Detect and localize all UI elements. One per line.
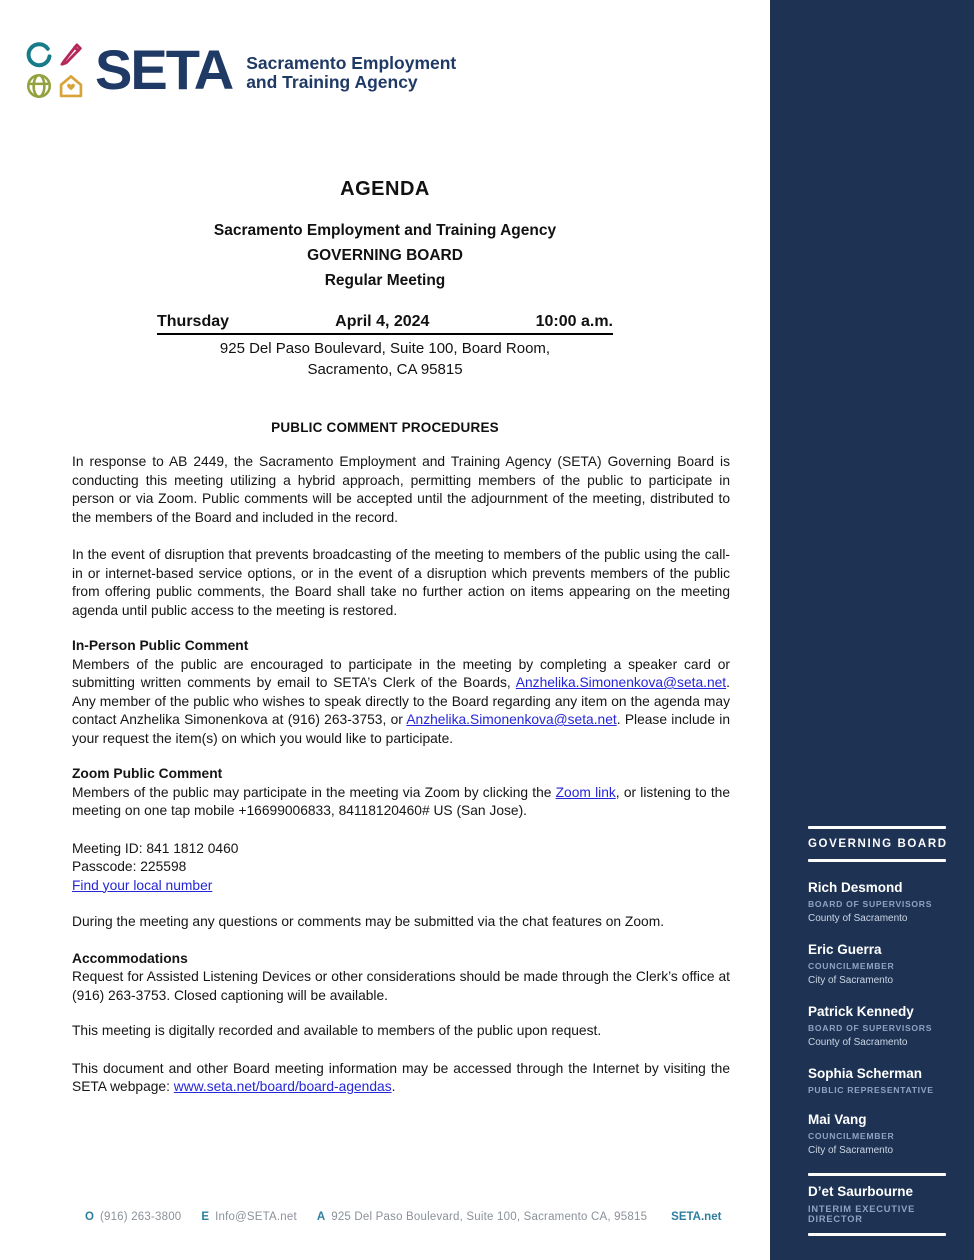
member-role: PUBLIC REPRESENTATIVE — [808, 1085, 934, 1095]
footer-phone: (916) 263-3800 — [99, 1211, 182, 1223]
seta-tagline-line1: Sacramento Employment — [246, 52, 457, 73]
footer-phone-label: O — [85, 1211, 94, 1223]
meeting-title-block — [0, 218, 770, 293]
member-name: Sophia Scherman — [808, 1066, 923, 1081]
meeting-time: 10:00 a.m. — [535, 313, 613, 330]
address-line1: 925 Del Paso Boulevard, Suite 100, Board Room, — [219, 340, 551, 357]
meeting-date-row — [157, 313, 613, 335]
zoom-credentials-block — [72, 840, 730, 896]
meeting-address — [0, 338, 770, 380]
footer-email-label: E — [201, 1211, 210, 1223]
board-member — [808, 941, 946, 988]
page-footer — [85, 1211, 721, 1223]
director-role: INTERIM EXECUTIVE DIRECTOR — [808, 1204, 916, 1224]
address-line2: Sacramento, CA 95815 — [307, 361, 463, 378]
member-name: Rich Desmond — [808, 880, 903, 895]
zoom-text-2: , or listening to the meeting on one tap mobile +16699006833, 84118120460# US (San Jose). — [72, 784, 730, 818]
chat-note-paragraph: During the meeting any questions or comments may be submitted via the chat features on Zoom. — [72, 914, 665, 929]
board-member — [808, 1111, 946, 1158]
footer-email: Info@SETA.net — [215, 1211, 297, 1223]
member-role: COUNCILMEMBER — [808, 1131, 895, 1141]
member-role: COUNCILMEMBER — [808, 961, 895, 971]
footer-address-label: A — [316, 1211, 326, 1223]
member-name: Mai Vang — [808, 1112, 867, 1127]
agenda-title: AGENDA — [340, 178, 430, 200]
sidebar-rule-director-bottom — [808, 1233, 946, 1236]
clerk-email-link-1[interactable]: Anzhelika.Simonenkova@seta.net — [515, 675, 727, 690]
in-person-text-2: . Any member of the public who wishes to speak directly to the Board regarding any item on the agenda may contact Anzhelika Simonenkova at (916) 263-3753, or — [72, 675, 730, 727]
zoom-text-1: Members of the public may participate in the meeting via Zoom by clicking the — [72, 784, 556, 800]
procedures-paragraph-1: In response to AB 2449, the Sacramento Employment and Training Agency (SETA) Governing Board is conducting this meeting utilizing a hybrid approach, permitting members of the public to participate in person or via Zoom. Public comments will be accepted until the adjournment of the meeting, distributed to the members of the Board and included in the record. — [72, 454, 730, 525]
in-person-paragraph — [72, 656, 730, 749]
member-org: City of Sacramento — [808, 975, 894, 986]
in-person-text-1: Members of the public are encouraged to participate in the meeting by completing a speaker card or submitting written comments by email to SETA’s Clerk of the Boards, — [72, 656, 730, 690]
member-name: Patrick Kennedy — [808, 1004, 914, 1019]
board-member — [808, 879, 946, 926]
board-member — [808, 1065, 946, 1096]
procedures-paragraph-2: In the event of disruption that prevents broadcasting of the meeting to members of the public using the call-in or internet-based service options, or in the event of a disruption which prevents members of the public from offering public comments, the Board shall take no further action on items appearing on the meeting agenda until public access to the meeting is restored. — [72, 547, 730, 618]
sidebar-rule-under-title — [808, 859, 946, 862]
passcode: Passcode: 225598 — [72, 859, 187, 874]
zoom-link[interactable]: Zoom link — [555, 784, 616, 800]
find-local-number-link[interactable]: Find your local number — [72, 877, 213, 893]
sidebar-title: GOVERNING BOARD — [808, 838, 948, 850]
accommodations-heading: Accommodations — [72, 950, 188, 966]
sidebar-rule-director-top — [808, 1173, 946, 1176]
board-name: GOVERNING BOARD — [307, 247, 463, 264]
zoom-comment-heading: Zoom Public Comment — [72, 766, 223, 781]
board-agendas-link[interactable]: www.seta.net/board/board-agendas — [173, 1079, 392, 1094]
web-note-text: This document and other Board meeting information may be accessed through the Internet by visiting the SETA webpage: — [72, 1060, 730, 1094]
seta-wordmark: SETA — [95, 38, 233, 101]
org-name: Sacramento Employment and Training Agency — [213, 222, 557, 239]
meeting-day: Thursday — [157, 313, 230, 330]
governing-board-sidebar — [770, 0, 974, 1260]
clerk-email-link-2[interactable]: Anzhelika.Simonenkova@seta.net — [406, 712, 617, 727]
member-name: Eric Guerra — [808, 942, 882, 957]
meeting-date: April 4, 2024 — [335, 313, 430, 330]
member-role: BOARD OF SUPERVISORS — [808, 899, 933, 909]
public-comment-procedures-title: PUBLIC COMMENT PROCEDURES — [271, 420, 499, 435]
zoom-comment-paragraph — [72, 784, 730, 821]
member-org: County of Sacramento — [808, 913, 908, 924]
member-org: County of Sacramento — [808, 1037, 908, 1048]
footer-address: 925 Del Paso Boulevard, Suite 100, Sacramento CA, 95815 — [331, 1211, 648, 1223]
meeting-id: Meeting ID: 841 1812 0460 — [72, 840, 239, 856]
board-member — [808, 1003, 946, 1050]
web-note-period: . — [391, 1079, 396, 1094]
director-name: D’et Saurbourne — [808, 1184, 914, 1199]
executive-director-block — [808, 1173, 946, 1236]
in-person-text-3: . Please include in your request the item(s) on which you would like to participate. — [72, 712, 730, 746]
accommodations-paragraph: Request for Assisted Listening Devices or other considerations should be made through the Clerk’s office at (916) 263-3753. Closed captioning will be available. — [72, 969, 730, 1003]
in-person-heading: In-Person Public Comment — [72, 638, 249, 653]
board-members-list — [808, 879, 946, 1158]
seta-tagline-line2: and Training Agency — [246, 72, 418, 92]
member-org: City of Sacramento — [808, 1145, 894, 1156]
recording-note-paragraph: This meeting is digitally recorded and available to members of the public upon request. — [72, 1023, 602, 1038]
footer-site-link[interactable]: SETA.net — [671, 1211, 722, 1223]
sidebar-rule-top — [808, 826, 946, 829]
member-role: BOARD OF SUPERVISORS — [808, 1023, 933, 1033]
meeting-type: Regular Meeting — [324, 272, 446, 289]
web-note-paragraph — [72, 1060, 730, 1097]
